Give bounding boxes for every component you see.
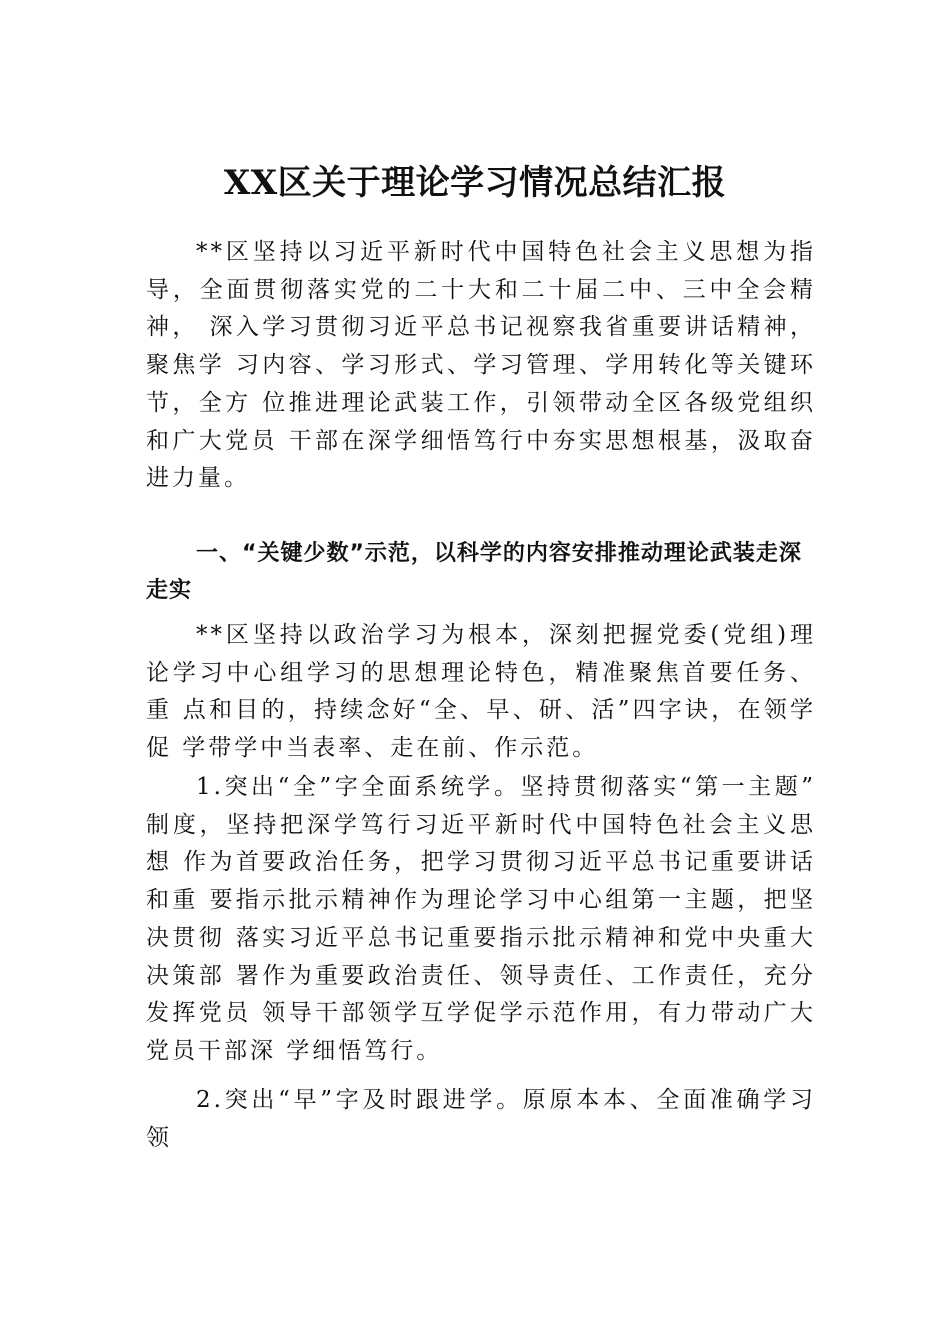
intro-paragraph: **区坚持以习近平新时代中国特色社会主义思想为指导，全面贯彻落实党的二十大和二十届二中、三中全会精神， 深入学习贯彻习近平总书记视察我省重要讲话精神，聚焦学 习内容、学习形式、学习管理、学用转化等关键环节，全方 位推进理论武装工作，引领带动全区各级党组织和广大党员 干部在深学细悟笃行中夯实思想根基，汲取奋进力量。 — [146, 239, 816, 492]
section1-intro-paragraph: **区坚持以政治学习为根本，深刻把握党委(党组)理论学习中心组学习的思想理论特色，精准聚焦首要任务、重 点和目的，持续念好“全、早、研、活”四字诀，在领学促 学带学中当表率、走在前、作示范。 — [146, 622, 816, 762]
section-heading-1: 一、“关键少数”示范，以科学的内容安排推动理论武装走深走实 — [146, 541, 802, 603]
item-1-paragraph: 1.突出“全”字全面系统学。坚持贯彻落实“第一主题” 制度，坚持把深学笃行习近平新时代中国特色社会主义思想 作为首要政治任务，把学习贯彻习近平总书记重要讲话和重 要指示批示精神作为理论学习中心组第一主题，把坚决贯彻 落实习近平总书记重要指示批示精神和党中央重大决策部 署作为重要政治责任、领导责任、工作责任，充分发挥党员 领导干部领学互学促学示范作用，有力带动广大党员干部深 学细悟笃行。 — [146, 774, 816, 1064]
item-2-paragraph: 2.突出“早”字及时跟进学。原原本本、全面准确学习领 — [146, 1087, 816, 1151]
document-title: XX区关于理论学习情况总结汇报 — [223, 163, 727, 203]
